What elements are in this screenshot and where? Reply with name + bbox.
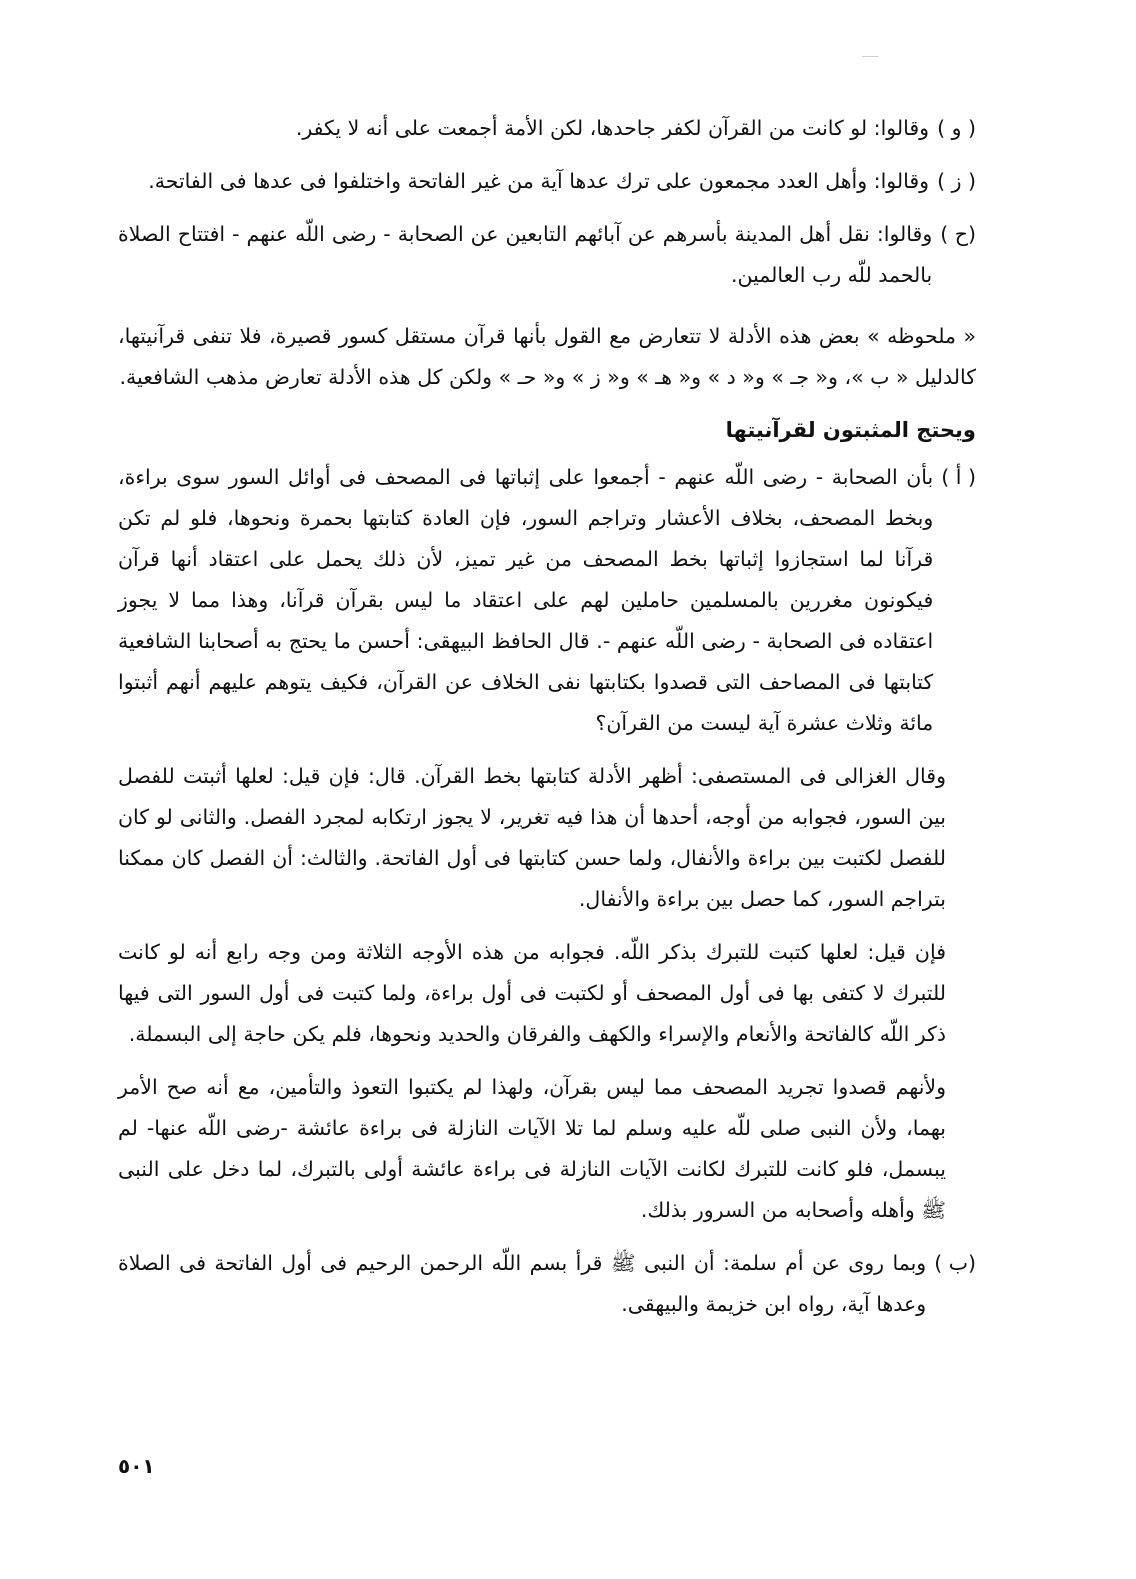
item-label: ( أ ) xyxy=(941,465,976,489)
item-label: ( ز ) xyxy=(937,169,976,193)
page-number: ٥٠١ xyxy=(118,1454,155,1478)
list-item xyxy=(118,214,976,296)
item-text: وبما روى عن أم سلمة: أن النبى ﷺ قرأ بسم اللّه الرحمن الرحيم فى أول الفاتحة فى الصلاة وعدها آية، رواه ابن خزيمة والبيهقى. xyxy=(118,1251,927,1316)
section-heading: ويحتج المثبتون لقرآنيتها xyxy=(725,418,976,442)
item-text: بأن الصحابة - رضى اللّه عنهم - أجمعوا على إثباتها فى المصحف فى أوائل السور سوى براءة، وبخط المصحف، بخلاف الأعشار وتراجم السور، فإن العادة كتابتها بحمرة ونحوها، فلو لم تكن قرآنا لما استجازوا إثباتها بخط المصحف من غير تميز، لأن ذلك يحمل على اعتقاد أنها قرآن فيكونون مغررين بالمسلمين حاملين لهم على اعتقاد ما ليس بقرآن قرآنا، وهذا مما لا يجوز اعتقاده فى الصحابة - رضى اللّه عنهم -. قال الحافظ البيهقى: أحسن ما يحتج به أصحابنا الشافعية كتابتها فى المصاحف التى قصدوا بكتابتها نفى الخلاف عن القرآن، فكيف يتوهم عليهم أنهم أثبتوا مائة وثلاث عشرة آية ليست من القرآن؟ xyxy=(118,465,934,735)
list-item xyxy=(118,457,976,744)
body-paragraph: فإن قيل: لعلها كتبت للتبرك بذكر اللّه. فجوابه من هذه الأوجه الثلاثة ومن وجه رابع أنه لو كانت للتبرك لا كتفى بها فى أول المصحف أو لكتبت فى أول براءة، ولما كتبت فى أول السور التى فيها ذكر اللّه كالفاتحة والأنعام والإسراء والكهف والفرقان والحديد ونحوها، فلم يكن حاجة إلى البسملة. xyxy=(118,940,946,1046)
note-paragraph: « ملحوظه » بعض هذه الأدلة لا تتعارض مع القول بأنها قرآن مستقل كسور قصيرة، فلا تنفى قرآنيتها، كالدليل « ب »، و« جـ » و« د » و« هـ » و« ز » و« حـ » ولكن كل هذه الأدلة تعارض مذهب الشافعية. xyxy=(118,324,976,389)
list-item xyxy=(118,1243,976,1325)
item-label: ( و ) xyxy=(937,116,976,140)
body-paragraph: ولأنهم قصدوا تجريد المصحف مما ليس بقرآن، ولهذا لم يكتبوا التعوذ والتأمين، مع أنه صح الأمر بهما، ولأن النبى صلى للّه عليه وسلم لما تلا الآيات النازلة فى براءة عائشة -رضى اللّه عنها- لم يبسمل، فلو كانت للتبرك لكانت الآيات النازلة فى براءة عائشة أولى بالتبرك، لما دخل على النبى ﷺ وأهله وأصحابه من السرور بذلك. xyxy=(118,1075,946,1222)
item-label: (ب ) xyxy=(934,1251,976,1275)
item-label: (ح ) xyxy=(940,222,976,246)
list-item xyxy=(118,108,976,149)
page-body xyxy=(118,108,976,1325)
item-text: وقالوا: وأهل العدد مجمعون على ترك عدها آية من غير الفاتحة واختلفوا فى عدها فى الفاتحة. xyxy=(148,169,930,193)
item-text: وقالوا: نقل أهل المدينة بأسرهم عن آبائهم التابعين عن الصحابة - رضى اللّه عنهم - افتتاح الصلاة بالحمد للّه رب العالمين. xyxy=(118,222,933,287)
scan-mark xyxy=(862,56,878,57)
list-item xyxy=(118,161,976,202)
item-text: وقالوا: لو كانت من القرآن لكفر جاحدها، لكن الأمة أجمعت على أنه لا يكفر. xyxy=(295,116,930,140)
body-paragraph: وقال الغزالى فى المستصفى: أظهر الأدلة كتابتها بخط القرآن. قال: فإن قيل: لعلها أثبتت للفصل بين السور، فجوابه من أوجه، أحدها أن هذا فيه تغرير، لا يجوز ارتكابه لمجرد الفصل. والثانى لو كان للفصل لكتبت بين براءة والأنفال، ولما حسن كتابتها فى أول الفاتحة. والثالث: أن الفصل كان ممكنا بتراجم السور، كما حصل بين براءة والأنفال. xyxy=(118,764,946,911)
